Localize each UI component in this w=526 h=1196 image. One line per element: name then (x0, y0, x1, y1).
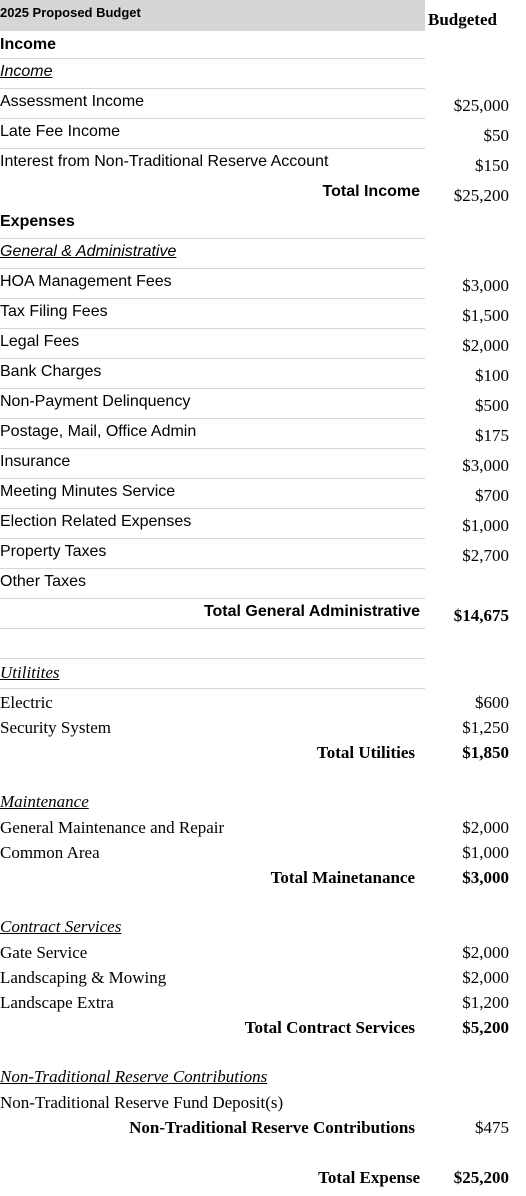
divider (0, 238, 425, 239)
row-value: $100 (475, 366, 509, 385)
budget-row (0, 420, 526, 450)
divider (0, 568, 425, 569)
row-value: $2,700 (462, 546, 509, 565)
row-label: Other Taxes (0, 573, 86, 590)
row-label: Landscaping & Mowing (0, 968, 167, 987)
divider (0, 148, 425, 149)
row-value: $1,000 (462, 516, 509, 535)
income-heading: Income (0, 36, 57, 53)
total-label: Non-Traditional Reserve Contributions (129, 1118, 415, 1137)
total-value: $1,850 (462, 743, 509, 762)
total-reserve-row (0, 1115, 526, 1140)
row-value: $150 (475, 156, 509, 175)
expenses-heading: Expenses (0, 213, 75, 230)
budget-row (0, 120, 526, 150)
row-label: Election Related Expenses (0, 513, 192, 530)
budget-row (0, 940, 526, 965)
divider (0, 268, 425, 269)
divider (0, 598, 425, 599)
row-value: $700 (475, 486, 509, 505)
budget-row (0, 690, 526, 715)
budgeted-column-header: Budgeted (428, 10, 497, 29)
budget-row (0, 570, 526, 600)
row-value: $175 (475, 426, 509, 445)
total-utilities-row (0, 740, 526, 765)
total-label: Total Expense (318, 1168, 420, 1187)
income-subheading: Income (0, 63, 53, 80)
divider (0, 328, 425, 329)
row-value: $3,000 (462, 276, 509, 295)
row-value: $25,000 (453, 96, 509, 115)
budget-row (0, 480, 526, 510)
row-value: $600 (475, 693, 509, 712)
divider (0, 358, 425, 359)
row-value: $1,200 (462, 993, 509, 1012)
budget-row (0, 815, 526, 840)
row-label: Non-Traditional Reserve Fund Deposit(s) (0, 1093, 284, 1112)
row-value: $1,000 (462, 843, 509, 862)
divider (0, 58, 425, 59)
row-value: $50 (483, 126, 509, 145)
budget-row (0, 270, 526, 300)
budget-row (0, 1090, 526, 1115)
contract-subheading: Contract Services (0, 917, 122, 936)
budget-row (0, 360, 526, 390)
divider (0, 658, 425, 659)
total-label: Total Income (322, 183, 420, 200)
divider (0, 538, 425, 539)
budget-row (0, 390, 526, 420)
row-label: Gate Service (0, 943, 88, 962)
budget-row (0, 450, 526, 480)
row-value: $1,250 (462, 718, 509, 737)
budget-row (0, 840, 526, 865)
row-label: Security System (0, 718, 111, 737)
total-value: $5,200 (462, 1018, 509, 1037)
budget-row (0, 510, 526, 540)
reserve-subheading: Non-Traditional Reserve Contributions (0, 1067, 268, 1086)
budget-row (0, 990, 526, 1015)
divider (0, 118, 425, 119)
row-value: $2,000 (462, 818, 509, 837)
budget-row (0, 715, 526, 740)
row-label: HOA Management Fees (0, 273, 172, 290)
row-value: $2,000 (462, 968, 509, 987)
budget-row (0, 965, 526, 990)
row-label: Legal Fees (0, 333, 80, 350)
row-label: Meeting Minutes Service (0, 483, 176, 500)
budget-row (0, 90, 526, 120)
budget-title: 2025 Proposed Budget (0, 5, 141, 20)
divider (0, 298, 425, 299)
row-value: $500 (475, 396, 509, 415)
row-label: Tax Filing Fees (0, 303, 108, 320)
row-value: $2,000 (462, 336, 509, 355)
total-maintenance-row (0, 865, 526, 890)
row-label: Assessment Income (0, 93, 145, 110)
divider (0, 478, 425, 479)
total-value: $475 (475, 1118, 509, 1137)
maintenance-subheading: Maintenance (0, 792, 89, 811)
row-label: Postage, Mail, Office Admin (0, 423, 197, 440)
divider (0, 508, 425, 509)
row-value: $3,000 (462, 456, 509, 475)
ga-subheading: General & Administrative (0, 243, 177, 260)
row-value: $1,500 (462, 306, 509, 325)
row-label: Insurance (0, 453, 71, 470)
total-label: Total Contract Services (244, 1018, 415, 1037)
budget-row (0, 540, 526, 570)
total-ga-row (0, 600, 526, 630)
total-expense-row (0, 1165, 526, 1190)
row-label: General Maintenance and Repair (0, 818, 225, 837)
divider (0, 688, 425, 689)
total-income-row (0, 180, 526, 210)
total-value: $25,200 (453, 186, 509, 205)
row-label: Non-Payment Delinquency (0, 393, 191, 410)
row-label: Electric (0, 693, 53, 712)
divider (0, 418, 425, 419)
divider (0, 628, 425, 629)
divider (0, 388, 425, 389)
row-label: Property Taxes (0, 543, 107, 560)
divider (0, 88, 425, 89)
utilities-subheading: Utilitites (0, 663, 60, 682)
divider (0, 448, 425, 449)
row-label: Interest from Non-Traditional Reserve Account (0, 153, 329, 170)
row-value: $2,000 (462, 943, 509, 962)
row-label: Late Fee Income (0, 123, 121, 140)
total-label: Total Mainetanance (270, 868, 415, 887)
budget-row (0, 300, 526, 330)
budget-row (0, 150, 526, 180)
budget-row (0, 330, 526, 360)
total-label: Total General Administrative (203, 603, 420, 620)
row-label: Landscape Extra (0, 993, 114, 1012)
total-contract-row (0, 1015, 526, 1040)
total-value: $14,675 (453, 606, 509, 625)
total-value: $3,000 (462, 868, 509, 887)
total-label: Total Utilities (316, 743, 415, 762)
row-label: Bank Charges (0, 363, 102, 380)
total-value: $25,200 (453, 1168, 509, 1187)
row-label: Common Area (0, 843, 100, 862)
